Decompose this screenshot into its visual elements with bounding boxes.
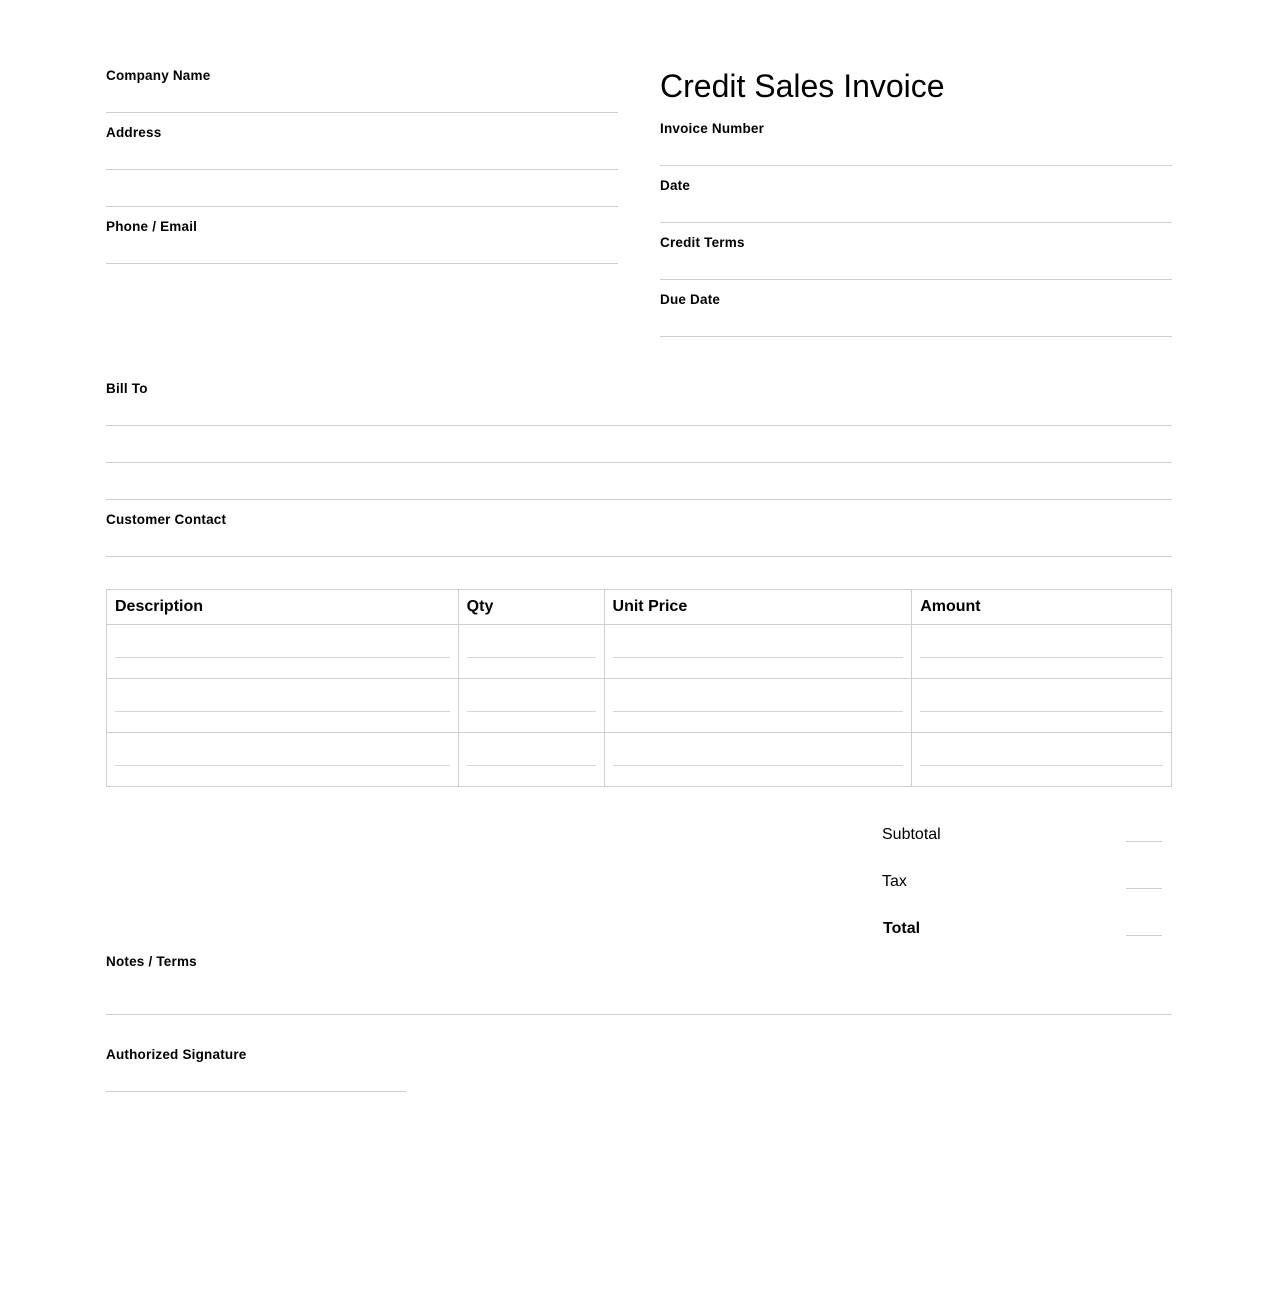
address-field-line2[interactable] xyxy=(106,206,618,207)
header-amount: Amount xyxy=(912,590,1172,625)
description-cell[interactable] xyxy=(107,733,459,787)
bill-to-field-line2[interactable] xyxy=(106,462,1172,463)
date-label: Date xyxy=(660,178,691,193)
total-label: Total xyxy=(883,920,921,937)
table-header-row xyxy=(107,590,1172,625)
unit-price-cell[interactable] xyxy=(604,679,912,733)
due-date-field[interactable] xyxy=(660,336,1172,337)
description-cell[interactable] xyxy=(107,679,459,733)
unit-price-cell[interactable] xyxy=(604,733,912,787)
description-cell[interactable] xyxy=(107,625,459,679)
credit-terms-label: Credit Terms xyxy=(660,235,745,250)
header-description: Description xyxy=(107,590,459,625)
bill-to-label: Bill To xyxy=(106,381,148,396)
invoice-title: Credit Sales Invoice xyxy=(660,68,945,104)
customer-contact-label: Customer Contact xyxy=(106,512,227,527)
subtotal-field[interactable] xyxy=(1126,841,1162,842)
invoice-number-field[interactable] xyxy=(660,165,1172,166)
table-row xyxy=(107,625,1172,679)
tax-field[interactable] xyxy=(1126,888,1162,889)
subtotal-label: Subtotal xyxy=(882,826,941,843)
header-qty: Qty xyxy=(458,590,604,625)
invoice-number-label: Invoice Number xyxy=(660,121,765,136)
company-name-field[interactable] xyxy=(106,112,618,113)
amount-cell[interactable] xyxy=(912,679,1172,733)
total-field[interactable] xyxy=(1126,935,1162,936)
due-date-label: Due Date xyxy=(660,292,721,307)
phone-email-field[interactable] xyxy=(106,263,618,264)
company-name-label: Company Name xyxy=(106,68,211,83)
tax-label: Tax xyxy=(882,873,907,890)
phone-email-label: Phone / Email xyxy=(106,219,198,234)
date-field[interactable] xyxy=(660,222,1172,223)
signature-label: Authorized Signature xyxy=(106,1047,247,1062)
line-items-table xyxy=(106,589,1172,787)
notes-terms-field[interactable] xyxy=(106,1014,1172,1015)
amount-cell[interactable] xyxy=(912,733,1172,787)
signature-field[interactable] xyxy=(106,1091,406,1092)
header-unit-price: Unit Price xyxy=(604,590,912,625)
qty-cell[interactable] xyxy=(458,625,604,679)
table-row xyxy=(107,733,1172,787)
qty-cell[interactable] xyxy=(458,733,604,787)
address-field-line1[interactable] xyxy=(106,169,618,170)
table-row xyxy=(107,679,1172,733)
unit-price-cell[interactable] xyxy=(604,625,912,679)
customer-contact-field[interactable] xyxy=(106,556,1172,557)
amount-cell[interactable] xyxy=(912,625,1172,679)
qty-cell[interactable] xyxy=(458,679,604,733)
credit-terms-field[interactable] xyxy=(660,279,1172,280)
address-label: Address xyxy=(106,125,162,140)
bill-to-field-line1[interactable] xyxy=(106,425,1172,426)
notes-terms-label: Notes / Terms xyxy=(106,954,197,969)
bill-to-field-line3[interactable] xyxy=(106,499,1172,500)
